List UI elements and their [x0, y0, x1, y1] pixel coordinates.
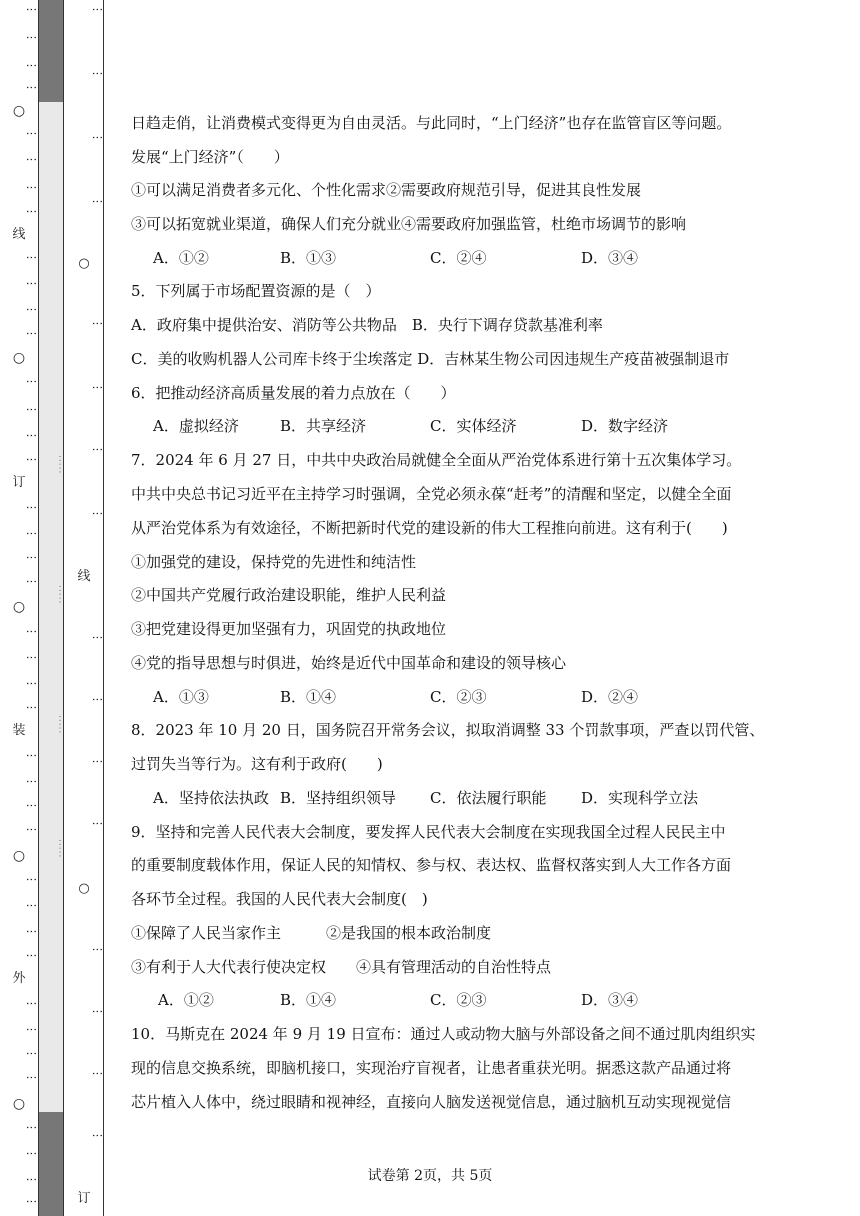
dotted-cut-line: ⋮	[91, 318, 104, 329]
dotted-cut-line: ⋮	[25, 82, 38, 94]
dotted-cut-line: ⋮	[25, 376, 38, 388]
binding-dark-block-top	[38, 0, 64, 102]
dotted-cut-line: ⋮	[25, 60, 38, 72]
dotted-cut-line: ⋮	[25, 576, 38, 588]
binding-hole-circle-icon: ○	[12, 1096, 26, 1112]
q5-option-line[interactable]: A．政府集中提供治安、消防等公共物品 B．央行下调存贷款基准利率	[131, 316, 603, 334]
dotted-cut-line: ⋮	[25, 404, 38, 416]
binding-dark-block-bottom	[38, 1112, 64, 1216]
q8-stem: 过罚失当等行为。这有利于政府( )	[131, 755, 383, 773]
q10-stem: 10．马斯克在 2024 年 9 月 19 日宣布：通过人或动物大脑与外部设备之间不通过肌肉组织实	[131, 1025, 756, 1043]
dotted-cut-line: ⋮	[25, 182, 38, 194]
dotted-cut-line: ⋮	[25, 252, 38, 264]
binding-margin-outer	[0, 0, 38, 1216]
dotted-cut-line: ⋮	[91, 196, 104, 207]
dotted-cut-line: ⋮	[91, 1068, 104, 1079]
page-footer: 试卷第 2页，共 5页	[367, 1168, 493, 1184]
binding-faint-dots: ·····	[54, 715, 64, 735]
dotted-cut-line: ⋮	[25, 430, 38, 442]
dotted-cut-line: ⋮	[25, 900, 38, 912]
dotted-cut-line: ⋮	[91, 632, 104, 643]
option-d[interactable]: D．实现科学立法	[581, 789, 699, 807]
dotted-cut-line: ⋮	[25, 1024, 38, 1036]
q8-stem: 8．2023 年 10 月 20 日，国务院召开常务会议，拟取消调整 33 个罚款事项，严查以罚代管、	[131, 721, 765, 739]
option-a[interactable]: A．①②	[158, 991, 214, 1009]
q10-stem: 现的信息交换系统，即脑机接口，实现治疗盲视者，让患者重获光明。据悉这款产品通过将	[131, 1059, 732, 1077]
dotted-cut-line: ⋮	[25, 626, 38, 638]
binding-label-ding: 订	[12, 475, 26, 490]
option-c[interactable]: C．依法履行职能	[430, 789, 547, 807]
q6-stem: 6．把推动经济高质量发展的着力点放在（ ）	[131, 384, 456, 402]
dotted-cut-line: ⋮	[25, 1196, 38, 1208]
q9-stem: 9．坚持和完善人民代表大会制度，要发挥人民代表大会制度在实现我国全过程人民民主中	[131, 823, 726, 841]
dotted-cut-line: ⋮	[25, 702, 38, 714]
dotted-cut-line: ⋮	[91, 944, 104, 955]
dotted-cut-line: ⋮	[91, 508, 104, 519]
dotted-cut-line: ⋮	[25, 1148, 38, 1160]
dotted-cut-line: ⋮	[25, 678, 38, 690]
dotted-cut-line: ⋮	[25, 1122, 38, 1134]
dotted-cut-line: ⋮	[25, 652, 38, 664]
dotted-cut-line: ⋮	[25, 304, 38, 316]
binding-hole-circle-icon: ○	[12, 103, 26, 119]
binding-faint-dots: ·····	[54, 455, 64, 475]
binding-hole-circle-icon: ○	[78, 256, 90, 271]
binding-faint-dots: ·····	[54, 839, 64, 859]
q4-statements: ③可以拓宽就业渠道，确保人们充分就业④需要政府加强监管，杜绝市场调节的影响	[131, 215, 687, 233]
binding-margin-inner	[64, 0, 104, 1216]
dotted-cut-line: ⋮	[91, 1006, 104, 1017]
option-b[interactable]: B．①④	[280, 688, 337, 706]
q10-stem: 芯片植入人体中，绕过眼睛和视神经，直接向人脑发送视觉信息，通过脑机互动实现视觉信	[131, 1093, 732, 1111]
binding-hole-circle-icon: ○	[12, 848, 26, 864]
dotted-cut-line: ⋮	[91, 382, 104, 393]
q7-stem: 从严治党体系为有效途径，不断把新时代党的建设新的伟大工程推向前进。这有利于( )	[131, 519, 728, 537]
dotted-cut-line: ⋮	[25, 750, 38, 762]
dotted-cut-line: ⋮	[25, 998, 38, 1010]
q7-stem: 中共中央总书记习近平在主持学习时强调，全党必须永葆“赶考”的清醒和坚定，以健全全面	[131, 485, 732, 503]
option-a[interactable]: A．①③	[153, 688, 209, 706]
dotted-cut-line: ⋮	[91, 132, 104, 143]
dotted-cut-line: ⋮	[25, 32, 38, 44]
option-d[interactable]: D．②④	[581, 688, 639, 706]
q7-statement: ①加强党的建设，保持党的先进性和纯洁性	[131, 553, 417, 571]
binding-hole-circle-icon: ○	[12, 350, 26, 366]
option-a[interactable]: A．坚持依法执政	[153, 789, 269, 807]
dotted-cut-line: ⋮	[25, 552, 38, 564]
binding-label-xian: 线	[77, 569, 91, 584]
binding-label-xian: 线	[12, 227, 26, 242]
option-c[interactable]: C．②③	[430, 991, 487, 1009]
q7-statement: ④党的指导思想与时俱进，始终是近代中国革命和建设的领导核心	[131, 654, 567, 672]
option-b[interactable]: B．共享经济	[280, 417, 367, 435]
dotted-cut-line: ⋮	[25, 454, 38, 466]
option-b[interactable]: B．①④	[280, 991, 337, 1009]
binding-label-wai: 外	[12, 971, 26, 986]
option-a[interactable]: A．虚拟经济	[153, 417, 239, 435]
binding-label-zhuang: 装	[12, 723, 26, 738]
q7-stem: 7．2024 年 6 月 27 日，中共中央政治局就健全全面从严治党体系进行第十五次集体学习。	[131, 451, 742, 469]
option-d[interactable]: D．数字经济	[581, 417, 669, 435]
q7-statement: ③把党建设得更加坚强有力，巩固党的执政地位	[131, 620, 447, 638]
dotted-cut-line: ⋮	[25, 278, 38, 290]
dotted-cut-line: ⋮	[25, 776, 38, 788]
dotted-cut-line: ⋮	[25, 4, 38, 16]
binding-label-ding: 订	[77, 1191, 91, 1206]
q4-text-line: 日趋走俏，让消费模式变得更为自由灵活。与此同时，“上门经济”也存在监管盲区等问题。	[131, 114, 732, 132]
binding-hole-circle-icon: ○	[12, 599, 26, 615]
option-d[interactable]: D．③④	[581, 249, 639, 267]
q5-option-line[interactable]: C．美的收购机器人公司库卡终于尘埃落定 D．吉林某生物公司因违规生产疫苗被强制退市	[131, 350, 730, 368]
binding-faint-dots: ·····	[54, 585, 64, 605]
dotted-cut-line: ⋮	[91, 818, 104, 829]
q9-statements: ①保障了人民当家作主 ②是我国的根本政治制度	[131, 924, 492, 942]
dotted-cut-line: ⋮	[25, 800, 38, 812]
q7-statement: ②中国共产党履行政治建设职能，维护人民利益	[131, 586, 447, 604]
q4-stem: 发展“上门经济”（ ）	[131, 148, 289, 166]
q4-statements: ①可以满足消费者多元化、个性化需求②需要政府规范引导，促进其良性发展	[131, 181, 642, 199]
dotted-cut-line: ⋮	[25, 1048, 38, 1060]
dotted-cut-line: ⋮	[25, 926, 38, 938]
q9-stem: 各环节全过程。我国的人民代表大会制度( )	[131, 890, 428, 908]
option-c[interactable]: C．②③	[430, 688, 487, 706]
dotted-cut-line: ⋮	[91, 1130, 104, 1141]
dotted-cut-line: ⋮	[25, 874, 38, 886]
dotted-cut-line: ⋮	[25, 1072, 38, 1084]
option-c[interactable]: C．②④	[430, 249, 487, 267]
option-b[interactable]: B．坚持组织领导	[280, 789, 397, 807]
q9-stem: 的重要制度载体作用，保证人民的知情权、参与权、表达权、监督权落实到人大工作各方面	[131, 856, 732, 874]
q9-statements: ③有利于人大代表行使决定权 ④具有管理活动的自治性特点	[131, 958, 552, 976]
dotted-cut-line: ⋮	[25, 1174, 38, 1186]
option-a[interactable]: A．①②	[153, 249, 209, 267]
dotted-cut-line: ⋮	[25, 950, 38, 962]
dotted-cut-line: ⋮	[25, 528, 38, 540]
option-c[interactable]: C．实体经济	[430, 417, 517, 435]
binding-hole-circle-icon: ○	[78, 881, 90, 896]
dotted-cut-line: ⋮	[25, 328, 38, 340]
dotted-cut-line: ⋮	[25, 502, 38, 514]
q5-stem: 5．下列属于市场配置资源的是（ ）	[131, 282, 381, 300]
dotted-cut-line: ⋮	[91, 68, 104, 79]
dotted-cut-line: ⋮	[25, 128, 38, 140]
dotted-cut-line: ⋮	[25, 824, 38, 836]
option-b[interactable]: B．①③	[280, 249, 337, 267]
dotted-cut-line: ⋮	[91, 694, 104, 705]
dotted-cut-line: ⋮	[91, 756, 104, 767]
dotted-cut-line: ⋮	[25, 154, 38, 166]
option-d[interactable]: D．③④	[581, 991, 639, 1009]
dotted-cut-line: ⋮	[25, 206, 38, 218]
dotted-cut-line: ⋮	[91, 4, 104, 15]
dotted-cut-line: ⋮	[91, 444, 104, 455]
